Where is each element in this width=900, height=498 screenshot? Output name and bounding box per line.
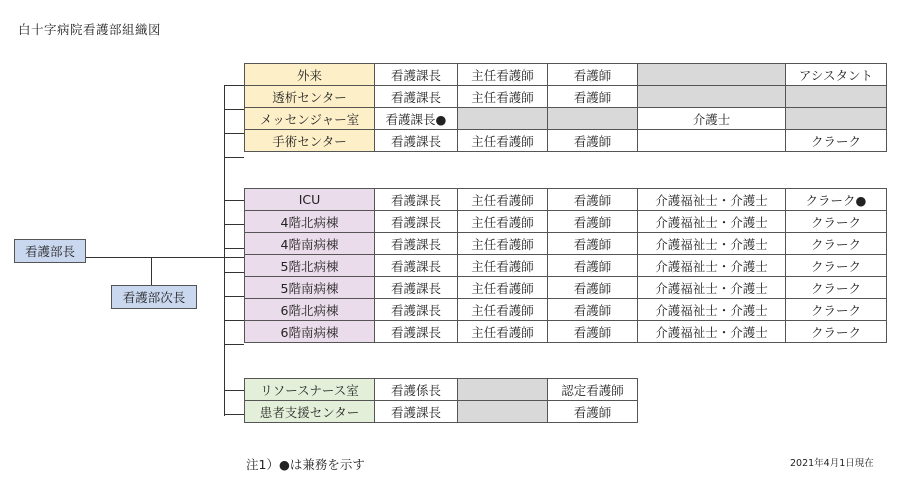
group-outpatient-table <box>244 63 887 152</box>
cell-manager: 看護課長 <box>375 86 458 108</box>
cell-manager: 看護課長● <box>375 108 458 130</box>
cell-unit-name: 6階南病棟 <box>245 321 375 343</box>
cell-chief-nurse: 主任看護師 <box>458 299 548 321</box>
cell-nurse: 看護師 <box>548 255 638 277</box>
cell-unit-name: メッセンジャー室 <box>245 108 375 130</box>
org-row <box>245 299 887 321</box>
cell-nurse: 看護師 <box>548 321 638 343</box>
deputy-connector-v <box>151 257 152 285</box>
org-row <box>245 255 887 277</box>
cell-unit-name: 外来 <box>245 64 375 86</box>
cell-chief-nurse: 主任看護師 <box>458 211 548 233</box>
cell-chief-nurse: 主任看護師 <box>458 64 548 86</box>
cell-nurse: 看護師 <box>548 233 638 255</box>
cell-clerk: クラーク <box>786 211 887 233</box>
cell-nurse <box>548 108 638 130</box>
cell-clerk: アシスタント <box>786 64 887 86</box>
cell-care-worker: 介護福祉士・介護士 <box>638 233 786 255</box>
cell-unit-name: 患者支援センター <box>245 401 375 423</box>
cell-manager: 看護課長 <box>375 130 458 152</box>
cell-chief-nurse: 主任看護師 <box>458 86 548 108</box>
cell-clerk: クラーク <box>786 130 887 152</box>
cell-nurse: 認定看護師 <box>548 379 638 401</box>
trunk-tick <box>224 390 244 391</box>
cell-unit-name: 6階北病棟 <box>245 299 375 321</box>
cell-care-worker: 介護福祉士・介護士 <box>638 211 786 233</box>
cell-unit-name: ICU <box>245 189 375 211</box>
cell-chief-nurse: 主任看護師 <box>458 255 548 277</box>
cell-care-worker: 介護福祉士・介護士 <box>638 299 786 321</box>
footnote: 注1）●は兼務を示す <box>246 457 365 472</box>
trunk-tick <box>224 272 244 273</box>
cell-clerk <box>786 108 887 130</box>
cell-chief-nurse <box>458 401 548 423</box>
trunk-tick <box>224 157 244 158</box>
trunk-tick <box>224 133 244 134</box>
cell-care-worker <box>638 64 786 86</box>
cell-manager: 看護係長 <box>375 379 458 401</box>
cell-chief-nurse <box>458 379 548 401</box>
group-ward-table <box>244 188 887 343</box>
trunk-tick <box>224 85 244 86</box>
deputy-box <box>111 285 197 309</box>
cell-manager: 看護課長 <box>375 321 458 343</box>
cell-nurse: 看護師 <box>548 130 638 152</box>
org-row <box>245 130 887 152</box>
cell-clerk: クラーク● <box>786 189 887 211</box>
cell-nurse: 看護師 <box>548 299 638 321</box>
director-label: 看護部長 <box>24 244 75 259</box>
trunk-tick <box>224 320 244 321</box>
chart-title: 白十字病院看護部組織図 <box>18 22 162 37</box>
cell-chief-nurse: 主任看護師 <box>458 233 548 255</box>
cell-manager: 看護課長 <box>375 401 458 423</box>
cell-manager: 看護課長 <box>375 189 458 211</box>
cell-nurse: 看護師 <box>548 277 638 299</box>
cell-care-worker <box>638 86 786 108</box>
trunk-tick <box>224 224 244 225</box>
org-row <box>245 86 887 108</box>
group-support-table <box>244 378 638 423</box>
cell-clerk: クラーク <box>786 255 887 277</box>
cell-clerk: クラーク <box>786 233 887 255</box>
cell-care-worker: 介護福祉士・介護士 <box>638 189 786 211</box>
org-row <box>245 108 887 130</box>
cell-unit-name: 5階北病棟 <box>245 255 375 277</box>
cell-chief-nurse: 主任看護師 <box>458 321 548 343</box>
org-row <box>245 189 887 211</box>
cell-unit-name: 手術センター <box>245 130 375 152</box>
trunk-tick <box>224 414 244 415</box>
trunk-tick <box>224 296 244 297</box>
cell-nurse: 看護師 <box>548 64 638 86</box>
cell-manager: 看護課長 <box>375 255 458 277</box>
cell-chief-nurse: 主任看護師 <box>458 189 548 211</box>
cell-manager: 看護課長 <box>375 233 458 255</box>
cell-chief-nurse: 主任看護師 <box>458 130 548 152</box>
org-row <box>245 401 638 423</box>
cell-nurse: 看護師 <box>548 86 638 108</box>
main-trunk <box>224 85 225 416</box>
cell-care-worker <box>638 130 786 152</box>
org-row <box>245 321 887 343</box>
cell-manager: 看護課長 <box>375 211 458 233</box>
director-connector <box>86 257 246 258</box>
cell-care-worker: 介護福祉士・介護士 <box>638 321 786 343</box>
director-box <box>14 239 86 263</box>
org-row <box>245 211 887 233</box>
cell-chief-nurse <box>458 108 548 130</box>
cell-chief-nurse: 主任看護師 <box>458 277 548 299</box>
cell-unit-name: 透析センター <box>245 86 375 108</box>
cell-care-worker: 介護士 <box>638 108 786 130</box>
trunk-tick <box>224 344 244 345</box>
cell-manager: 看護課長 <box>375 64 458 86</box>
cell-unit-name: 5階南病棟 <box>245 277 375 299</box>
org-row <box>245 233 887 255</box>
deputy-label: 看護部次長 <box>122 290 186 305</box>
cell-nurse: 看護師 <box>548 401 638 423</box>
cell-clerk: クラーク <box>786 321 887 343</box>
org-row <box>245 64 887 86</box>
cell-nurse: 看護師 <box>548 189 638 211</box>
org-row <box>245 277 887 299</box>
cell-nurse: 看護師 <box>548 211 638 233</box>
cell-manager: 看護課長 <box>375 277 458 299</box>
cell-clerk: クラーク <box>786 277 887 299</box>
cell-unit-name: 4階北病棟 <box>245 211 375 233</box>
cell-unit-name: リソースナース室 <box>245 379 375 401</box>
cell-clerk: クラーク <box>786 299 887 321</box>
cell-manager: 看護課長 <box>375 299 458 321</box>
cell-care-worker: 介護福祉士・介護士 <box>638 255 786 277</box>
effective-date: 2021年4月1日現在 <box>790 458 874 469</box>
trunk-tick <box>224 248 244 249</box>
trunk-tick <box>224 200 244 201</box>
trunk-tick <box>224 109 244 110</box>
cell-unit-name: 4階南病棟 <box>245 233 375 255</box>
cell-care-worker: 介護福祉士・介護士 <box>638 277 786 299</box>
cell-clerk <box>786 86 887 108</box>
org-row <box>245 379 638 401</box>
